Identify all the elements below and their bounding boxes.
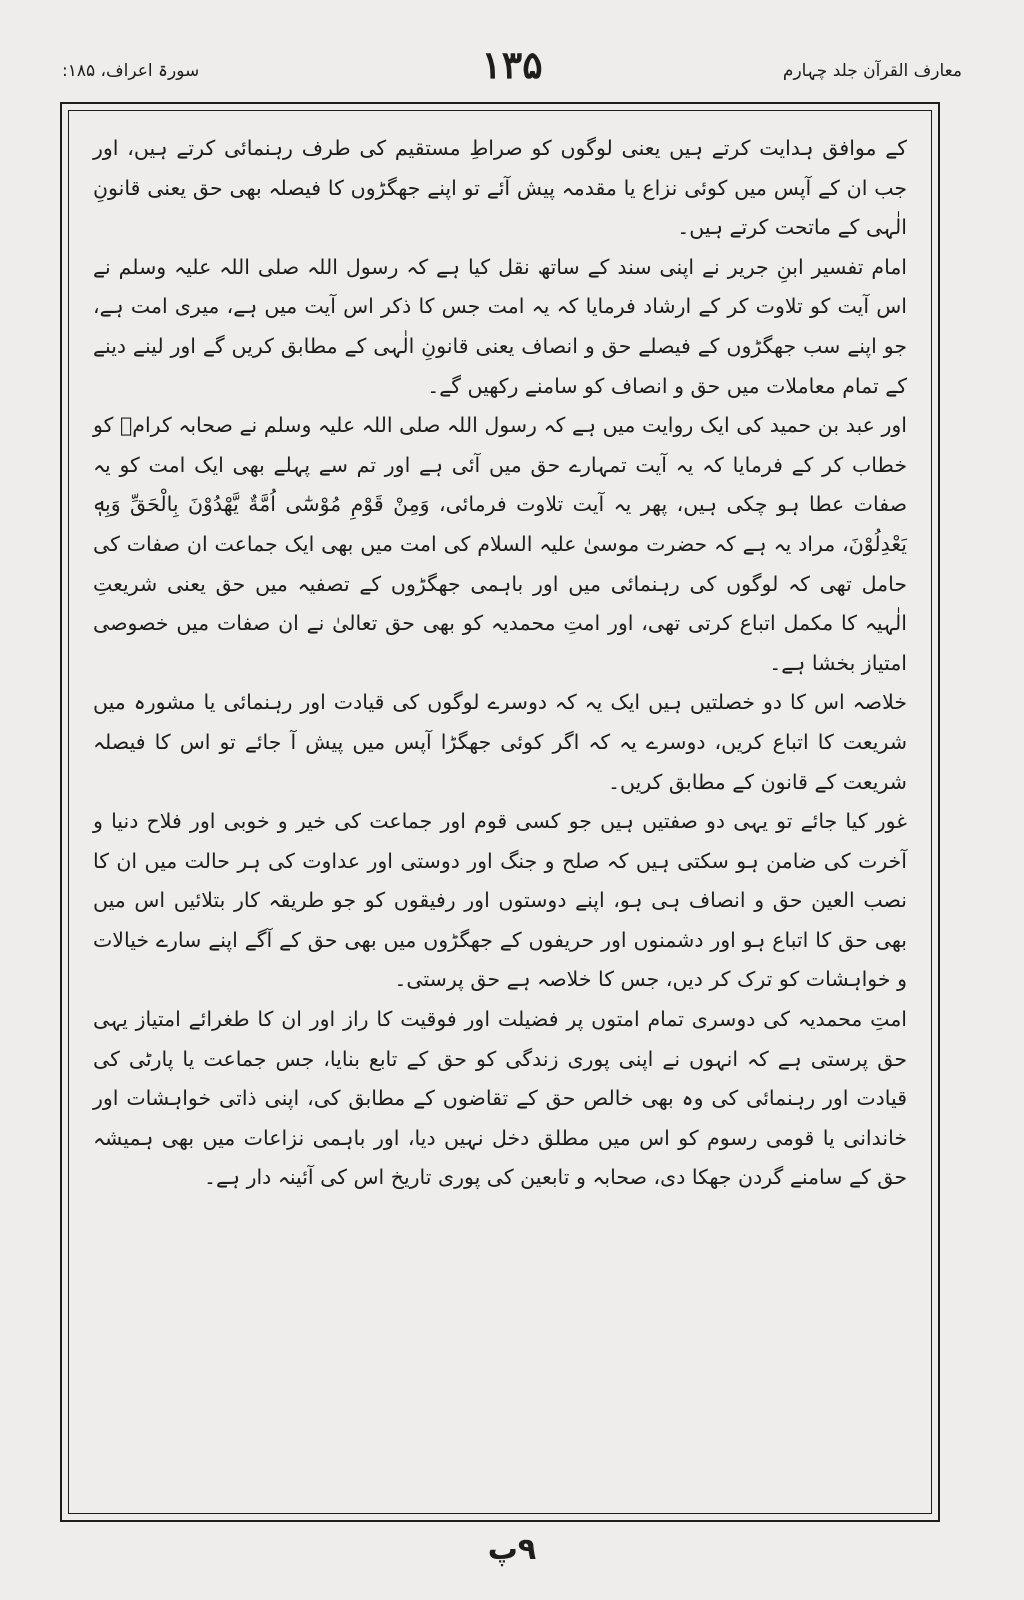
paragraph-4: خلاصہ اس کا دو خصلتیں ہیں ایک یہ کہ دوسرے لوگوں کی قیادت اور رہنمائی یا مشورہ میں شریعت کا اتباع کریں، دوسرے یہ کہ اگر کوئی جھگڑا آپس میں پیش آ جائے تو اس کا فیصلہ شریعت کے قانون کے مطابق کریں۔ [93, 690, 907, 794]
paragraph-2: امام تفسیر ابنِ جریر نے اپنی سند کے ساتھ نقل کیا ہے کہ رسول اللہ صلی اللہ علیہ وسلم نے اس آیت کو تلاوت کر کے ارشاد فرمایا کہ یہ امت جس کا ذکر اس آیت میں ہے، میری امت ہے، جو اپنے سب جھگڑوں کے فیصلے حق و انصاف یعنی قانونِ الٰہی کے مطابق کریں گے اور لینے دینے کے تمام معاملات میں حق و انصاف کو سامنے رکھیں گے۔ [93, 254, 907, 398]
commentary-text [93, 129, 907, 1198]
paragraph-6: امتِ محمدیہ کی دوسری تمام امتوں پر فضیلت اور فوقیت کا راز اور ان کا طغرائے امتیاز یہی حق پرستی ہے کہ انہوں نے اپنی پوری زندگی کو حق کے تابع بنایا، جس جماعت یا پارٹی کی قیادت اور رہنمائی کی وہ بھی خالص حق کے تقاضوں کے مطابق کی، اپنی ذاتی خواہشات اور خاندانی یا قومی رسوم کو اس میں مطلق دخل نہیں دیا، اور باہمی نزاعات میں بھی ہمیشہ حق کے سامنے گردن جھکا دی، صحابہ و تابعین کی پوری تاریخ اس کی آئینہ دار ہے۔ [93, 1007, 907, 1190]
text-frame-inner [68, 110, 932, 1514]
page-header [50, 30, 974, 90]
text-frame [60, 102, 940, 1522]
paragraph-3: اور عبد بن حمید کی ایک روایت میں ہے کہ رسول اللہ صلی اللہ علیہ وسلم نے صحابہ کرامؓ کو خطاب کر کے فرمایا کہ یہ آیت تمہارے حق میں آئی ہے اور تم سے پہلے بھی ایک امت کو یہ صفات عطا ہو چکی ہیں، پھر یہ آیت تلاوت فرمائی، وَمِنْ قَوْمِ مُوْسٰٓى اُمَّةٌ يَّهْدُوْنَ بِالْحَقِّ وَبِهٖ يَعْدِلُوْنَ، مراد یہ ہے کہ حضرت موسیٰ علیہ السلام کی امت میں بھی ایک جماعت ان صفات کی حامل تھی کہ لوگوں کی رہنمائی میں اور باہمی جھگڑوں کے تصفیہ میں حق یعنی شریعتِ الٰہیہ کا مکمل اتباع کرتی تھی، اور امتِ محمدیہ کو بھی حق تعالیٰ نے ان صفات میں خصوصی امتیاز بخشا ہے۔ [93, 413, 907, 675]
page-number: ۱۳۵ [481, 42, 543, 87]
paragraph-1: کے موافق ہدایت کرتے ہیں یعنی لوگوں کو صراطِ مستقیم کی طرف رہنمائی کرتے ہیں، اور جب ان کے آپس میں کوئی نزاع یا مقدمہ پیش آئے تو اپنے جھگڑوں کا فیصلہ بھی حق یعنی قانونِ الٰہی کے ماتحت کرتے ہیں۔ [93, 136, 907, 240]
book-title: معارف القرآن جلد چہارم [782, 61, 962, 81]
surah-reference: سورۃ اعراف، ۱۸۵: [62, 61, 200, 81]
signature-mark: ۹پ [487, 1532, 537, 1567]
paragraph-5: غور کیا جائے تو یہی دو صفتیں ہیں جو کسی قوم اور جماعت کی خیر و خوبی اور فلاح دنیا و آخرت کی ضامن ہو سکتی ہیں کہ صلح و جنگ اور دوستی اور عداوت کی ہر حالت میں ان کا نصب العین حق و انصاف ہی ہو، اپنے دوستوں اور رفیقوں کو جو طریقہ کار بتلائیں اس میں بھی حق کا اتباع ہو اور دشمنوں اور حریفوں کے جھگڑوں میں بھی حق کے آگے اپنے سارے خیالات و خواہشات کو ترک کر دیں، جس کا خلاصہ ہے حق پرستی۔ [93, 809, 907, 992]
